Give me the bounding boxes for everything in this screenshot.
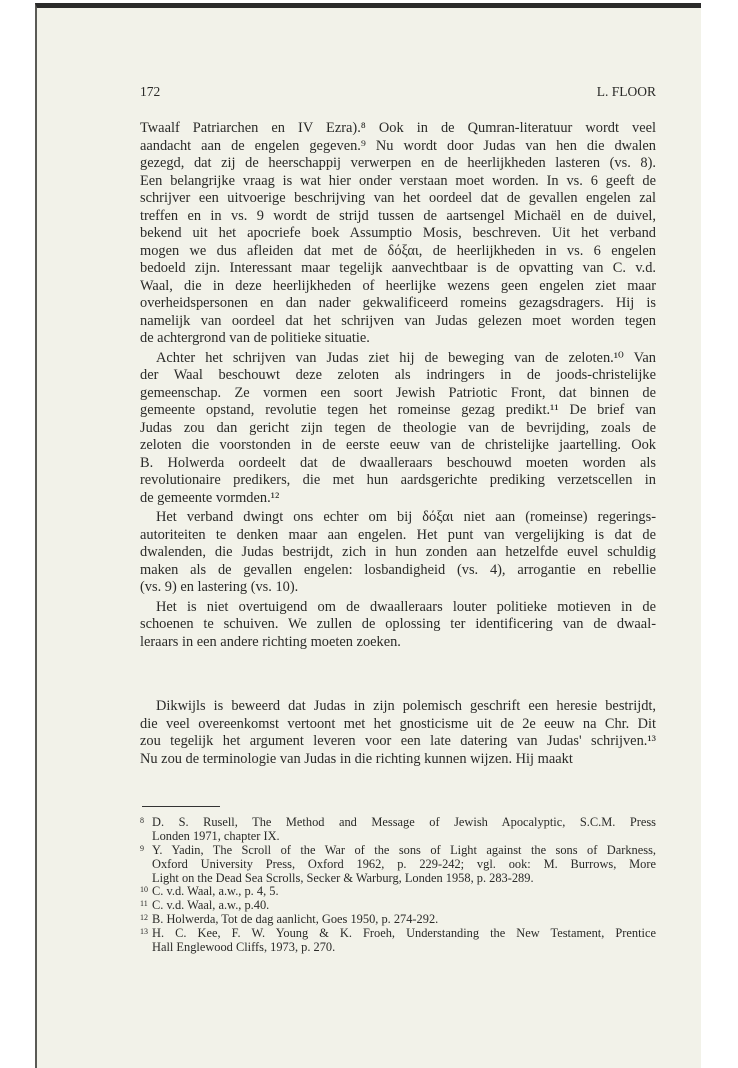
body-section-1 [140, 120, 656, 651]
text-line: Waal, die in deze heerlijkheden of heerlijke wezens geen engelen ziet maar [140, 277, 656, 294]
text-line: Judas zou dan gericht zijn tegen de theologie van de bevrijding, zoals de [140, 419, 656, 436]
footnote-number: 10 [140, 885, 148, 895]
text-line: die veel overeenkomst vertoont met het gnosticisme uit de 2e eeuw na Chr. Dit [140, 715, 656, 732]
text-line: B. Holwerda oordeelt dat de dwaalleraars beschouwd moeten worden als [140, 454, 656, 471]
text-line: (vs. 9) en lastering (vs. 10). [140, 579, 299, 595]
paragraph [140, 350, 656, 508]
text-line: Nu zou de terminologie van Judas in die richting kunnen wijzen. Hij maakt [140, 750, 573, 767]
page-number: 172 [140, 84, 161, 99]
footnote-line: H. C. Kee, F. W. Young & K. Froeh, Understanding the New Testament, Prentice [152, 926, 656, 941]
running-head-author: L. FLOOR [596, 84, 656, 99]
footnote-number: 12 [140, 913, 148, 923]
footnote-line: Oxford University Press, Oxford 1962, p. 229-242; vgl. ook: M. Burrows, More [152, 856, 656, 871]
footnote-line: C. v.d. Waal, a.w., p.40. [152, 898, 270, 913]
footnote-number: 11 [140, 899, 148, 909]
text-line: de achtergrond van de politieke situatie. [140, 330, 370, 346]
text-line: gemeente opstand, revolutie tegen het romeinse gezag predikt.¹¹ De brief van [140, 402, 656, 418]
footnote-separator [142, 806, 220, 807]
running-header [140, 84, 656, 100]
text-line: Het verband dwingt ons echter om bij δόξαι niet aan (romeinse) regerings- [156, 509, 656, 525]
footnote-line: Hall Englewood Cliffs, 1973, p. 270. [152, 940, 336, 955]
text-line: dwalenden, die Judas bestrijdt, zich in hun zonden aan hetzelfde euvel schuldig [140, 544, 656, 560]
footnote [140, 885, 656, 899]
text-line: Dikwijls is beweerd dat Judas in zijn polemisch geschrift een heresie bestrijdt, [156, 698, 656, 714]
text-line: Twaalf Patriarchen en IV Ezra).⁸ Ook in de Qumran-literatuur wordt veel [140, 120, 656, 136]
footnote-line: Y. Yadin, The Scroll of the War of the sons of Light against the sons of Darkness, [152, 842, 656, 857]
footnote [140, 899, 656, 913]
footnote [140, 927, 656, 955]
paragraph [140, 698, 656, 768]
footnote-number: 8 [140, 816, 144, 825]
text-line: aandacht aan de engelen gegeven.⁹ Nu wordt door Judas van hen die dwalen [140, 137, 656, 154]
text-line: gemeenschap. Ze vormen een soort Jewish Patriotic Front, dat binnen de [140, 384, 656, 401]
paragraph [140, 120, 656, 348]
text-line: mogen we dus afleiden dat met de δόξαι, de heerlijkheden in vs. 6 engelen [140, 242, 656, 259]
text-line: zou tegelijk het argument leveren voor een late datering van Judas' schrijven.¹³ [140, 733, 656, 749]
text-line: Een belangrijke vraag is wat hier onder verstaan moet worden. In vs. 6 geeft de [140, 172, 656, 189]
text-line: namelijk van oordeel dat het schrijven van Judas gelezen moet worden tegen [140, 312, 656, 329]
footnote-line: Light on the Dead Sea Scrolls, Secker & Warburg, Londen 1958, p. 283-289. [152, 870, 534, 885]
footnote [140, 913, 656, 927]
footnote [140, 816, 656, 844]
text-line: maken als de gevallen engelen: losbandigheid (vs. 4), arrogantie en rebellie [140, 561, 656, 578]
body-section-2 [140, 698, 656, 768]
text-line: Achter het schrijven van Judas ziet hij de beweging van de zeloten.¹⁰ Van [156, 349, 656, 366]
text-line: gezegd, dat zij de heerschappij verwerpen en de heerlijkheden lasteren (vs. 8). [140, 155, 656, 171]
text-line: bedoeld zijn. Interessant maar tegelijk aanvechtbaar is de opvatting van C. v.d. [140, 260, 656, 276]
footnote-line: Londen 1971, chapter IX. [152, 828, 280, 843]
text-line: de gemeente vormden.¹² [140, 489, 280, 506]
footnotes [140, 816, 656, 955]
footnote-number: 13 [140, 927, 148, 937]
text-line: zeloten die voorstonden in de eerste eeuw van de christelijke jaartelling. Ook [140, 437, 656, 453]
text-line: Het is niet overtuigend om de dwaalleraars louter politieke motieven in de [156, 598, 656, 615]
footnote-line: D. S. Rusell, The Method and Message of Jewish Apocalyptic, S.C.M. Press [152, 815, 656, 829]
paragraph [140, 509, 656, 597]
footnote-line: C. v.d. Waal, a.w., p. 4, 5. [152, 884, 279, 899]
footnote-line: B. Holwerda, Tot de dag aanlicht, Goes 1950, p. 274-292. [152, 912, 439, 927]
text-line: bekend uit het apocriefe boek Assumptio Mosis, beschreven. Uit het verband [140, 225, 656, 241]
footnote-number: 9 [140, 843, 144, 853]
text-line: autoriteiten te denken maar aan engelen. Het punt van vergelijking is dat de [140, 526, 656, 543]
text-line: schrijver een uitvoerige beschrijving van het oordeel dat de gevallen engelen zal [140, 190, 656, 206]
text-line: schoenen te schuiven. We zullen de oplossing ter identificering van de dwaal- [140, 616, 656, 632]
text-line: revolutionaire predikers, die met hun aardsgerichte prediking verzetscellen in [140, 472, 656, 488]
text-line: overheidspersonen en dan nader gekwalificeerd romeins gezagsdragers. Hij is [140, 295, 656, 311]
text-line: leraars in een andere richting moeten zoeken. [140, 633, 401, 650]
text-line: treffen en in vs. 9 wordt de strijd tussen de aartsengel Michaël en de duivel, [140, 207, 656, 224]
text-line: der Waal beschouwt deze zeloten als indringers in de joods-christelijke [140, 367, 656, 383]
footnote [140, 844, 656, 886]
paragraph [140, 599, 656, 652]
